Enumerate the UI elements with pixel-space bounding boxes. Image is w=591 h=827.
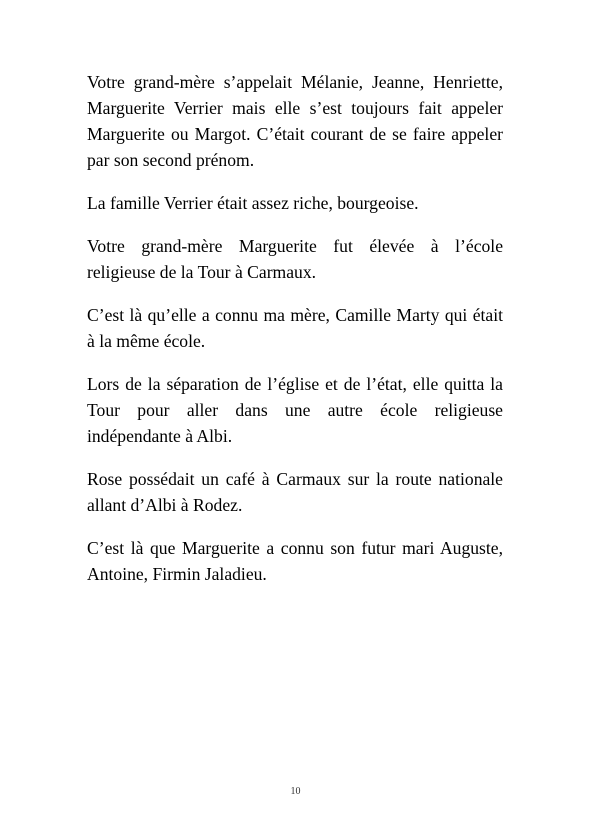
paragraph-4: C’est là qu’elle a connu ma mère, Camille Marty qui était à la même école. (87, 305, 503, 351)
paragraph-3: Votre grand-mère Marguerite fut élevée à l’école religieuse de la Tour à Carmaux. (87, 236, 503, 282)
paragraph-2: La famille Verrier était assez riche, bourgeoise. (87, 193, 419, 213)
paragraph-1: Votre grand-mère s’appelait Mélanie, Jeanne, Henriette, Marguerite Verrier mais elle s’est toujours fait appeler Marguerite ou Margot. C’était courant de se faire appeler par son second prénom. (87, 72, 503, 170)
paragraph-5: Lors de la séparation de l’église et de l’état, elle quitta la Tour pour aller dans une autre école religieuse indépendante à Albi. (87, 374, 503, 446)
paragraph-7: C’est là que Marguerite a connu son futur mari Auguste, Antoine, Firmin Jaladieu. (87, 538, 503, 584)
paragraph-6: Rose possédait un café à Carmaux sur la route nationale allant d’Albi à Rodez. (87, 469, 503, 515)
page-number: 10 (290, 786, 301, 797)
body-text (87, 69, 503, 604)
